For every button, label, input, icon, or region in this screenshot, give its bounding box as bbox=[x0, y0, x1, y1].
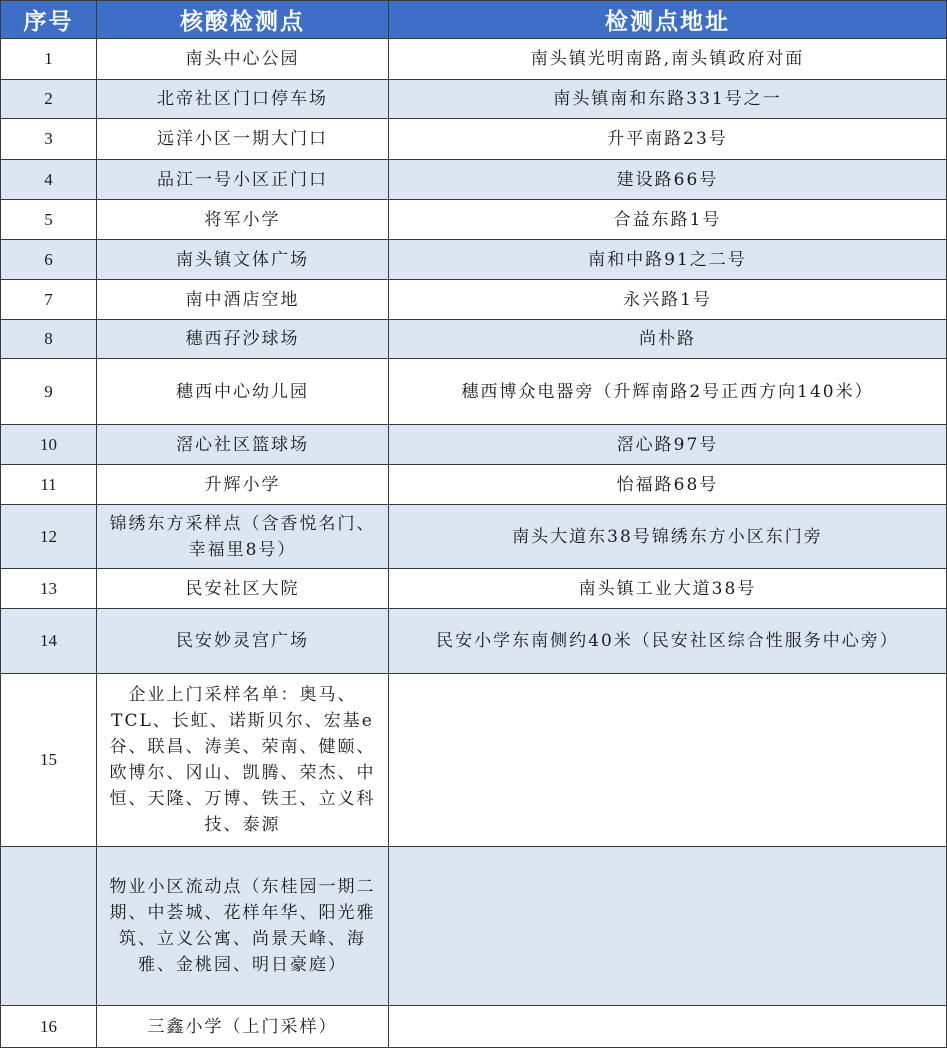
table-row bbox=[1, 359, 947, 425]
site-name: 北帝社区门口停车场 bbox=[97, 80, 389, 119]
site-name: 锦绣东方采样点（含香悦名门、幸福里8号） bbox=[109, 513, 376, 560]
site-address: 南和中路91之二号 bbox=[389, 240, 947, 280]
site-name: 穗西孖沙球场 bbox=[97, 320, 389, 359]
header-site: 核酸检测点 bbox=[97, 1, 389, 39]
row-number: 13 bbox=[1, 569, 97, 609]
header-address: 检测点地址 bbox=[389, 1, 947, 39]
site-name: 民安社区大院 bbox=[97, 569, 389, 609]
row-number: 9 bbox=[1, 359, 97, 425]
site-address: 怡福路68号 bbox=[389, 465, 947, 505]
row-number: 1 bbox=[1, 39, 97, 80]
site-name: 物业小区流动点（东桂园一期二期、中荟城、花样年华、阳光雅筑、立义公寓、尚景天峰、海雅、金桃园、明日豪庭） bbox=[109, 877, 376, 975]
table-row bbox=[1, 609, 947, 674]
table-row bbox=[1, 569, 947, 609]
site-address: 建设路66号 bbox=[389, 160, 947, 200]
table-row bbox=[1, 320, 947, 359]
table-row bbox=[1, 119, 947, 160]
row-number: 14 bbox=[1, 609, 97, 674]
table-row bbox=[1, 39, 947, 80]
site-address: 南头镇工业大道38号 bbox=[389, 569, 947, 609]
site-name-cell bbox=[97, 847, 389, 1006]
table-row bbox=[1, 847, 947, 1006]
table-row bbox=[1, 240, 947, 280]
table-row bbox=[1, 200, 947, 240]
row-number: 7 bbox=[1, 280, 97, 320]
row-number: 16 bbox=[1, 1006, 97, 1048]
site-name: 三鑫小学（上门采样） bbox=[97, 1006, 389, 1048]
site-name: 南头镇文体广场 bbox=[97, 240, 389, 280]
site-address: 南头镇南和东路331号之一 bbox=[389, 80, 947, 119]
site-address: 南头大道东38号锦绣东方小区东门旁 bbox=[389, 505, 947, 569]
site-name: 民安妙灵宫广场 bbox=[97, 609, 389, 674]
row-number bbox=[1, 847, 97, 1006]
header-index: 序号 bbox=[1, 1, 97, 39]
row-number: 8 bbox=[1, 320, 97, 359]
site-name-cell bbox=[97, 674, 389, 847]
table-row bbox=[1, 425, 947, 465]
site-address: 穗西博众电器旁（升辉南路2号正西方向140米） bbox=[389, 359, 947, 425]
table-row bbox=[1, 465, 947, 505]
site-address: 尚朴路 bbox=[389, 320, 947, 359]
site-address: 民安小学东南侧约40米（民安社区综合性服务中心旁） bbox=[389, 609, 947, 674]
site-name: 南中酒店空地 bbox=[97, 280, 389, 320]
table-header-row bbox=[1, 1, 947, 39]
table-row bbox=[1, 80, 947, 119]
site-name-cell bbox=[97, 505, 389, 569]
row-number: 15 bbox=[1, 674, 97, 847]
site-address bbox=[389, 674, 947, 847]
site-name: 南头中心公园 bbox=[97, 39, 389, 80]
site-address: 滘心路97号 bbox=[389, 425, 947, 465]
row-number: 5 bbox=[1, 200, 97, 240]
row-number: 6 bbox=[1, 240, 97, 280]
table-row bbox=[1, 1006, 947, 1048]
site-name: 品江一号小区正门口 bbox=[97, 160, 389, 200]
site-address bbox=[389, 847, 947, 1006]
row-number: 2 bbox=[1, 80, 97, 119]
row-number: 12 bbox=[1, 505, 97, 569]
site-address bbox=[389, 1006, 947, 1048]
site-name: 将军小学 bbox=[97, 200, 389, 240]
site-address: 升平南路23号 bbox=[389, 119, 947, 160]
row-number: 11 bbox=[1, 465, 97, 505]
row-number: 3 bbox=[1, 119, 97, 160]
site-name: 远洋小区一期大门口 bbox=[97, 119, 389, 160]
table-row bbox=[1, 674, 947, 847]
site-address: 永兴路1号 bbox=[389, 280, 947, 320]
table-row bbox=[1, 280, 947, 320]
table-row bbox=[1, 505, 947, 569]
site-name: 滘心社区篮球场 bbox=[97, 425, 389, 465]
site-name: 穗西中心幼儿园 bbox=[97, 359, 389, 425]
site-name: 企业上门采样名单：奥马、TCL、长虹、诺斯贝尔、宏基e谷、联昌、涛美、荣南、健颐、欧博尔、冈山、凯腾、荣杰、中恒、天隆、万博、铁王、立义科技、泰源 bbox=[109, 685, 376, 835]
site-address: 南头镇光明南路,南头镇政府对面 bbox=[389, 39, 947, 80]
row-number: 10 bbox=[1, 425, 97, 465]
site-name: 升辉小学 bbox=[97, 465, 389, 505]
table-row bbox=[1, 160, 947, 200]
row-number: 4 bbox=[1, 160, 97, 200]
site-address: 合益东路1号 bbox=[389, 200, 947, 240]
